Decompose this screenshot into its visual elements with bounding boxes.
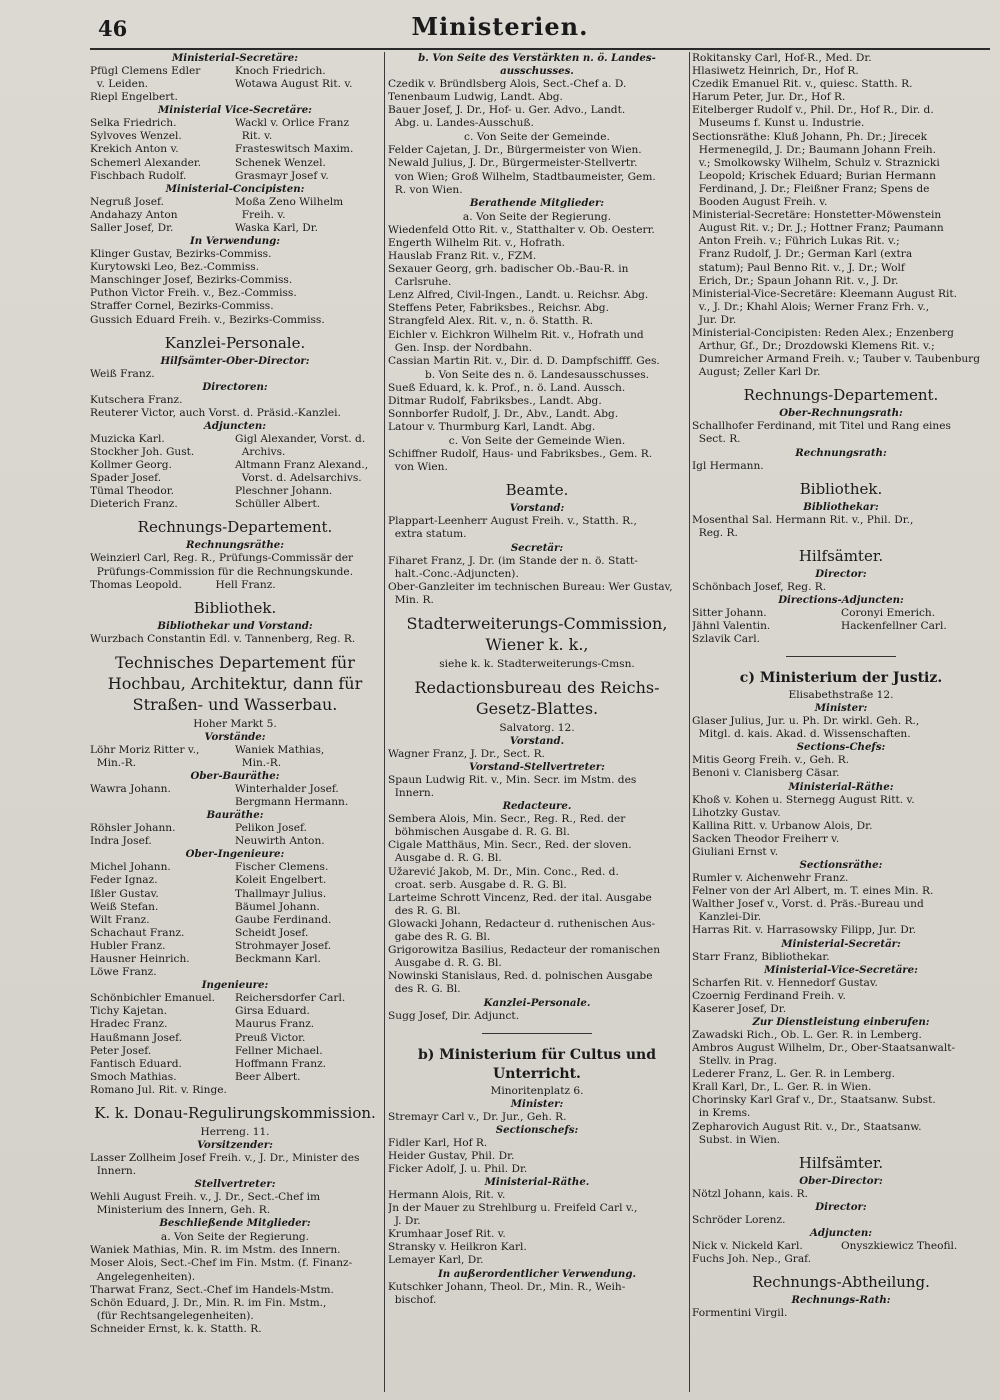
section-heading: K. k. Donau-Regulirungskommission. xyxy=(94,1103,376,1122)
section-subheading: Sections-Chefs: xyxy=(796,741,886,754)
section-heading: Technisches Departement für Hochbau, Architektur, dann für Straßen- und Wasserbau. xyxy=(107,652,363,714)
entry-list-right: Fischer Clemens. Koleit Engelbert. Thallmayr Julius. Bäumel Johann. Gaube Ferdinand. Scheidt Josef. Strohmayer Josef. Beckmann Karl. xyxy=(235,861,332,966)
section-heading: Rechnungs-Abtheilung. xyxy=(752,1273,930,1292)
section-subheading: Vorstand. xyxy=(509,734,565,747)
entry-list-right: Coronyi Emerich. Hackenfellner Carl. xyxy=(841,606,947,632)
entry-list-right: Moßa Zeno Wilhelm Freih. v. Waska Karl, Dr. xyxy=(235,195,344,234)
section-subheading: Director: xyxy=(815,1200,867,1213)
section-subheading: Ober-Ingenieure: xyxy=(185,848,285,861)
two-column-entries xyxy=(90,783,380,809)
entry-list-right: Wackl v. Orlice Franz Rit. v. Frasteswitsch Maxim. Schenek Wenzel. Grasmayr Josef v. xyxy=(235,117,354,182)
entry-list: Sectionsräthe: Kluß Johann, Ph. Dr.; Jirecek Hermenegild, J. Dr.; Baumann Johann Freih. v.; Smolkowsky Wilhelm, Schulz v. Straznicki Leopold; Krischek Eduard; Burian Hermann Ferdinand, J. Dr.; Fleißner Franz; Spens de Booden August Freih. v. xyxy=(692,130,940,209)
entry-list-right: Onyszkiewicz Theofil. xyxy=(841,1239,958,1252)
entry-list: Riepl Engelbert. xyxy=(90,91,178,104)
entry-list: Klinger Gustav, Bezirks-Commiss. Kurytowski Leo, Bez.-Commiss. Manschinger Josef, Bezirks-Commiss. Puthon Victor Freih. v., Bez.-Commiss. Straffer Cornel, Bezirks-Commiss. Gussich Eduard Freih. v., Bezirks-Commiss. xyxy=(90,248,325,326)
entry-list-left: Negruß Josef. Andahazy Anton Saller Josef, Dr. xyxy=(90,195,178,234)
address-line: Elisabethstraße 12. xyxy=(788,689,894,702)
entry-list: Waniek Mathias, Min. R. im Mstm. des Innern. Moser Alois, Sect.-Chef im Fin. Mstm. (f. Finanz- Angelegenheiten). Tharwat Franz, Sect.-Chef im Handels-Mstm. Schön Eduard, J. Dr., Min. R. im Fin. Mstm., (für Rechtsangelegenheiten). Schneider Ernst, k. k. Statth. R. xyxy=(90,1244,353,1335)
section-heading: Stadterweiterungs-Commission, Wiener k. k., xyxy=(406,613,668,654)
section-subheading: Bibliothekar und Vorstand: xyxy=(157,619,313,632)
address-line: siehe k. k. Stadterweiterungs-Cmsn. xyxy=(439,657,635,670)
address-line: Hoher Markt 5. xyxy=(193,717,277,730)
section-heading: Rechnungs-Departement. xyxy=(137,518,333,537)
section-subheading: Ministerial-Räthe: xyxy=(788,780,894,793)
section-subheading: Rechnungs-Rath: xyxy=(791,1294,891,1307)
entry-list: Weiß Franz. xyxy=(90,367,155,380)
entry-list: Starr Franz, Bibliothekar. xyxy=(692,950,830,963)
section-subheading: Minister: xyxy=(510,1097,564,1110)
section-rule xyxy=(786,656,896,657)
two-column-entries xyxy=(90,992,380,1097)
column-right xyxy=(692,52,990,1392)
entry-list-left: Röhsler Johann. Indra Josef. xyxy=(90,822,176,848)
section-subheading: Vorstand-Stellvertreter: xyxy=(469,761,605,773)
entry-list: Zawadski Rich., Ob. L. Ger. R. in Lemberg. Ambros August Wilhelm, Dr., Ober-Staatsanwalt- Stellv. in Prag. Lederer Franz, L. Ger. R. in Lemberg. Krall Karl, Dr., L. Ger. R. in Wien. Chorinsky Karl Graf v., Dr., Staatsanw. Subst. in Krems. Zepharovich August Rit. v., Dr., Staatsanw. Subst. in Wien. xyxy=(692,1028,956,1146)
address-line: Salvatorg. 12. xyxy=(499,721,575,734)
entry-list-left: Pfügl Clemens Edler v. Leiden. xyxy=(90,65,201,91)
section-subheading: Beschließende Mitglieder: xyxy=(159,1217,311,1230)
entry-list: Wiedenfeld Otto Rit. v., Statthalter v. Ob. Oesterr. Engerth Wilhelm Rit. v., Hofrath. Hauslab Franz Rit. v., FZM. Sexauer Georg, grh. badischer Ob.-Bau-R. in Carlsruhe. Lenz Alfred, Civil-Ingen., Landt. u. Reichsr. Abg. Steffens Peter, Fabriksbes., Reichsr. Abg. Strangfeld Alex. Rit. v., n. ö. Statth. R. Eichler v. Eichkron Wilhelm Rit. v., Hofrath und Gen. Insp. der Nordbahn. Cassian Martin Rit. v., Dir. d. D. Dampfschifff. Ges. xyxy=(388,223,660,367)
entry-list: Schallhofer Ferdinand, mit Titel und Rang eines Sect. R. xyxy=(692,420,951,446)
page-title: Ministerien. xyxy=(411,12,589,41)
two-column-entries xyxy=(90,861,380,979)
address-line: a. Von Seite der Regierung. xyxy=(462,210,612,223)
two-column-entries xyxy=(692,607,990,646)
section-subheading: Stellvertreter: xyxy=(194,1178,276,1191)
section-subheading: Sectionschefs: xyxy=(495,1123,579,1136)
entry-list: Stremayr Carl v., Dr. Jur., Geh. R. xyxy=(388,1110,567,1123)
section-subheading: Ingenieure: xyxy=(201,979,269,992)
section-subheading: Vorstände: xyxy=(204,730,266,743)
entry-list: Rokitansky Carl, Hof-R., Med. Dr. Hlasiwetz Heinrich, Dr., Hof R. Czedik Emanuel Rit. v., quiesc. Statth. R. Harum Peter, Jur. Dr., Hof R. Eitelberger Rudolf v., Phil. Dr., Hof R., Dir. d. Museums f. Kunst u. Industrie. xyxy=(692,52,934,130)
section-subheading: Ober-Rechnungsrath: xyxy=(779,407,903,420)
entry-list: Lasser Zollheim Josef Freih. v., J. Dr., Minister des Innern. xyxy=(90,1151,360,1178)
entry-list-left: Sitter Johann. Jähnl Valentin. Szlavik Carl. xyxy=(692,606,771,646)
section-subheading: Kanzlei-Personale. xyxy=(483,996,591,1009)
section-subheading: Sectionsräthe: xyxy=(799,859,883,872)
entry-list: Igl Hermann. xyxy=(692,459,764,472)
section-heading: Kanzlei-Personale. xyxy=(164,333,306,352)
entry-list: Weinzierl Carl, Reg. R., Prüfungs-Commissär der Prüfungs-Commission für die Rechnungskunde. Thomas Leopold. Hell Franz. xyxy=(90,552,354,591)
entry-list: Scharfen Rit. v. Hennedorf Gustav. Czoernig Ferdinand Freih. v. Kaserer Josef, Dr. xyxy=(692,976,878,1015)
entry-list: Sugg Josef, Dir. Adjunct. xyxy=(388,1009,520,1022)
entry-list-left: Selka Friedrich. Sylvoves Wenzel. Krekich Anton v. Schemerl Alexander. Fischbach Rudolf. xyxy=(90,117,202,182)
section-subheading: Ministerial-Concipisten: xyxy=(165,182,305,195)
page-number: 46 xyxy=(98,16,128,41)
section-subheading: Bibliothekar: xyxy=(803,500,879,513)
section-subheading: In Verwendung: xyxy=(189,235,280,248)
entry-list: Mitis Georg Freih. v., Geh. R. Benoni v. Clanisberg Cäsar. xyxy=(692,754,850,780)
section-heading: Rechnungs-Departement. xyxy=(743,386,939,405)
section-subheading: Zur Dienstleistung einberufen: xyxy=(752,1015,930,1028)
entry-list: Ministerial-Concipisten: Reden Alex.; Enzenberg Arthur, Gf., Dr.; Drozdowski Klemens Rit. v.; Dumreicher Armand Freih. v.; Tauber v. Taubenburg August; Zeller Karl Dr. xyxy=(692,326,981,379)
entry-list: Khoß v. Kohen u. Sternegg August Ritt. v. Lihotzky Gustav. Kallina Ritt. v. Urbanow Alois, Dr. Sacken Theodor Freiherr v. Giuliani Ernst v. xyxy=(692,793,915,858)
section-subheading: Bauräthe: xyxy=(206,809,264,822)
entry-list: Glaser Julius, Jur. u. Ph. Dr. wirkl. Geh. R., Mitgl. d. kais. Akad. d. Wissenschaften. xyxy=(692,715,920,741)
entry-list-left: Schönbichler Emanuel. Tichy Kajetan. Hradec Franz. Haußmann Josef. Peter Josef. Fantisch Eduard. Smoch Mathias. Romano Jul. Rit. v. Ringe. xyxy=(90,992,227,1096)
entry-list: Fiharet Franz, J. Dr. (im Stande der n. ö. Statt- halt.-Conc.-Adjuncten). Ober-Ganzleiter im technischen Bureau: Wer Gustav, Min. R. xyxy=(388,554,673,606)
two-column-entries xyxy=(90,433,380,512)
entry-list-right: Waniek Mathias, Min.-R. xyxy=(235,743,325,769)
section-heading: Hilfsämter. xyxy=(798,546,884,565)
section-subheading: Adjuncten: xyxy=(203,419,267,432)
page-header xyxy=(0,12,1000,46)
two-column-entries xyxy=(90,65,380,91)
entry-list: Formentini Virgil. xyxy=(692,1307,788,1320)
entry-list: Sembera Alois, Min. Secr., Reg. R., Red. der böhmischen Ausgabe d. R. G. Bl. Cigale Matthäus, Min. Secr., Red. der sloven. Ausgabe d. R. G. Bl. Užarević Jakob, M. Dr., Min. Conc., Red. d. croat. serb. Ausgabe d. R. G. Bl. Larteime Schrott Vincenz, Red. der ital. Ausgabe des R. G. Bl. Glowacki Johann, Redacteur d. ruthenischen Aus- gabe des R. G. Bl. Grigorowitza Basilius, Redacteur der romanischen Ausgabe d. R. G. Bl. Nowinski Stanislaus, Red. d. polnischen Ausgabe des R. G. Bl. xyxy=(388,813,661,996)
entry-list: Schiffner Rudolf, Haus- und Fabriksbes., Gem. R. von Wien. xyxy=(388,448,653,474)
two-column-entries xyxy=(90,822,380,848)
entry-list: Schönbach Josef, Reg. R. xyxy=(692,580,827,593)
ministry-title: b) Ministerium für Cultus und Unterricht. xyxy=(417,1046,657,1082)
entry-list: Ministerial-Secretäre: Honstetter-Möwenstein August Rit. v.; Dr. J.; Hottner Franz; Paumann Anton Freih. v.; Führich Lukas Rit. v.; Franz Rudolf, J. Dr.; German Karl (extra statum); Paul Benno Rit. v., J. Dr.; Wolf Erich, Dr.; Spaun Johann Rit. v., J. Dr. xyxy=(692,209,944,287)
entry-list-left: Michel Johann. Feder Ignaz. Ißler Gustav. Weiß Stefan. Wilt Franz. Schachaut Franz. Hubler Franz. Hausner Heinrich. Löwe Franz. xyxy=(90,861,190,979)
section-subheading: Hilfsämter-Ober-Director: xyxy=(160,354,310,367)
entry-list: Wehli August Freih. v., J. Dr., Sect.-Chef im Ministerium des Innern, Geh. R. xyxy=(90,1191,321,1217)
entry-list: Kutschera Franz. Reuterer Victor, auch Vorst. d. Präsid.-Kanzlei. xyxy=(90,393,341,419)
section-subheading: Rechnungsräthe: xyxy=(186,539,284,552)
two-column-entries xyxy=(90,196,380,235)
entry-list-right: Gigl Alexander, Vorst. d. Archivs. Altmann Franz Alexand., Vorst. d. Adelsarchivs. Pleschner Johann. Schüller Albert. xyxy=(235,432,369,511)
address-line: c. Von Seite der Gemeinde. xyxy=(464,131,610,144)
column-middle xyxy=(388,52,686,1392)
column-left xyxy=(90,52,380,1392)
section-heading: Beamte. xyxy=(505,481,569,500)
section-subheading: Ministerial-Räthe. xyxy=(484,1175,590,1188)
section-subheading: Secretär: xyxy=(510,541,564,554)
section-subheading: Directions-Adjuncten: xyxy=(778,593,904,606)
section-heading: Bibliothek. xyxy=(193,598,277,617)
entry-list: Spaun Ludwig Rit. v., Min. Secr. im Mstm. des Innern. xyxy=(388,774,637,800)
section-subheading: Ministerial-Vice-Secretäre: xyxy=(764,963,918,976)
entry-list-right: Knoch Friedrich. Wotawa August Rit. v. xyxy=(235,65,353,91)
entry-list: Sueß Eduard, k. k. Prof., n. ö. Land. Aussch. Ditmar Rudolf, Fabriksbes., Landt. Abg. Sonnborfer Rudolf, J. Dr., Abv., Landt. Abg. Latour v. Thurmburg Karl, Landt. Abg. xyxy=(388,381,626,434)
address-line: Minoritenplatz 6. xyxy=(490,1084,584,1097)
two-column-entries xyxy=(90,117,380,182)
section-subheading: Redacteure. xyxy=(502,800,572,813)
section-subheading: Directoren: xyxy=(202,380,268,393)
section-heading: Hilfsämter. xyxy=(798,1153,884,1172)
section-subheading: Ministerial-Secretäre: xyxy=(171,52,299,64)
address-line: c. Von Seite der Gemeinde Wien. xyxy=(448,435,626,448)
section-subheading: Rechnungsrath: xyxy=(795,446,887,459)
entry-list-left: Wawra Johann. xyxy=(90,783,171,795)
section-subheading: Ober-Director: xyxy=(799,1174,883,1187)
entry-list-right: Reichersdorfer Carl. Girsa Eduard. Maurus Franz. Preuß Victor. Fellner Michael. Hoffmann Franz. Beer Albert. xyxy=(235,992,346,1083)
two-column-entries xyxy=(90,744,380,770)
entry-list: Fidler Karl, Hof R. Heider Gustav, Phil. Dr. Ficker Adolf, J. u. Phil. Dr. xyxy=(388,1136,528,1175)
entry-list: Wurzbach Constantin Edl. v. Tannenberg, Reg. R. xyxy=(90,632,356,645)
section-heading: Bibliothek. xyxy=(799,479,883,498)
entry-list: Plappart-Leenherr August Freih. v., Statth. R., extra statum. xyxy=(388,515,637,541)
header-rule xyxy=(90,48,990,50)
section-rule xyxy=(482,1033,592,1034)
entry-list-left: Muzicka Karl. Stockher Joh. Gust. Kollmer Georg. Spader Josef. Tümal Theodor. Dieterich Franz. xyxy=(90,432,195,511)
section-subheading: Berathende Mitglieder: xyxy=(469,196,605,209)
section-subheading: Ober-Bauräthe: xyxy=(190,770,280,782)
section-subheading: Ministerial-Secretär: xyxy=(781,937,901,950)
entry-list: Hermann Alois, Rit. v. Jn der Mauer zu Strehlburg u. Freifeld Carl v., J. Dr. Krumhaar Josef Rit. v. Stransky v. Heilkron Karl. Lemayer Karl, Dr. xyxy=(388,1188,638,1267)
entry-list: Ministerial-Vice-Secretäre: Kleemann August Rit. v., J. Dr.; Khahl Alois; Werner Franz Frh. v., Jur. Dr. xyxy=(692,287,957,326)
section-subheading: Vorstand: xyxy=(509,502,565,515)
entry-list: Mosenthal Sal. Hermann Rit. v., Phil. Dr., Reg. R. xyxy=(692,513,914,539)
entry-list: Czedik v. Bründlsberg Alois, Sect.-Chef a. D. Tenenbaum Ludwig, Landt. Abg. Bauer Josef, J. Dr., Hof- u. Ger. Advo., Landt. Abg. u. Landes-Ausschuß. xyxy=(388,78,627,130)
address-line: Herreng. 11. xyxy=(200,1125,270,1138)
entry-list: Felder Cajetan, J. Dr., Bürgermeister von Wien. Newald Julius, J. Dr., Bürgermeister-Stellvertr. von Wien; Groß Wilhelm, Stadtbaumeister, Gem. R. von Wien. xyxy=(388,144,656,196)
column-divider xyxy=(384,52,385,1392)
column-divider xyxy=(689,52,690,1392)
section-subheading: Minister: xyxy=(814,702,868,715)
entry-list-right: Pelikon Josef. Neuwirth Anton. xyxy=(235,822,325,848)
two-column-entries xyxy=(692,1240,990,1266)
section-heading: Redactionsbureau des Reichs-Gesetz-Blattes. xyxy=(414,677,660,718)
section-subheading: Director: xyxy=(815,567,867,580)
entry-list-left: Löhr Moriz Ritter v., Min.-R. xyxy=(90,743,200,769)
entry-list-right: Winterhalder Josef. Bergmann Hermann. xyxy=(235,783,349,809)
section-subheading: Ministerial Vice-Secretäre: xyxy=(158,104,312,117)
section-subheading: Adjuncten: xyxy=(809,1226,873,1239)
section-subheading: In außerordentlicher Verwendung. xyxy=(437,1267,637,1280)
entry-list: Rumler v. Aichenwehr Franz. Felner von der Arl Albert, m. T. eines Min. R. Walther Josef v., Vorst. d. Präs.-Bureau und Kanzlei-Dir. Harras Rit. v. Harrasowsky Filipp, Jur. Dr. xyxy=(692,872,934,937)
address-line: b. Von Seite des n. ö. Landesausschusses. xyxy=(424,368,650,381)
entry-list: Nötzl Johann, kais. R. xyxy=(692,1187,809,1200)
entry-list: Schröder Lorenz. xyxy=(692,1213,786,1226)
entry-list-left: Nick v. Nickeld Karl. Fuchs Joh. Nep., Graf. xyxy=(692,1239,812,1265)
address-line: a. Von Seite der Regierung. xyxy=(160,1231,310,1244)
entry-list: Kutschker Johann, Theol. Dr., Min. R., Weih- bischof. xyxy=(388,1280,626,1306)
section-subheading: Vorsitzender: xyxy=(197,1138,273,1151)
entry-list: Wagner Franz, J. Dr., Sect. R. xyxy=(388,747,545,760)
ministry-title: c) Ministerium der Justiz. xyxy=(739,670,943,687)
section-subheading: b. Von Seite des Verstärkten n. ö. Landes-ausschusses. xyxy=(418,52,656,77)
